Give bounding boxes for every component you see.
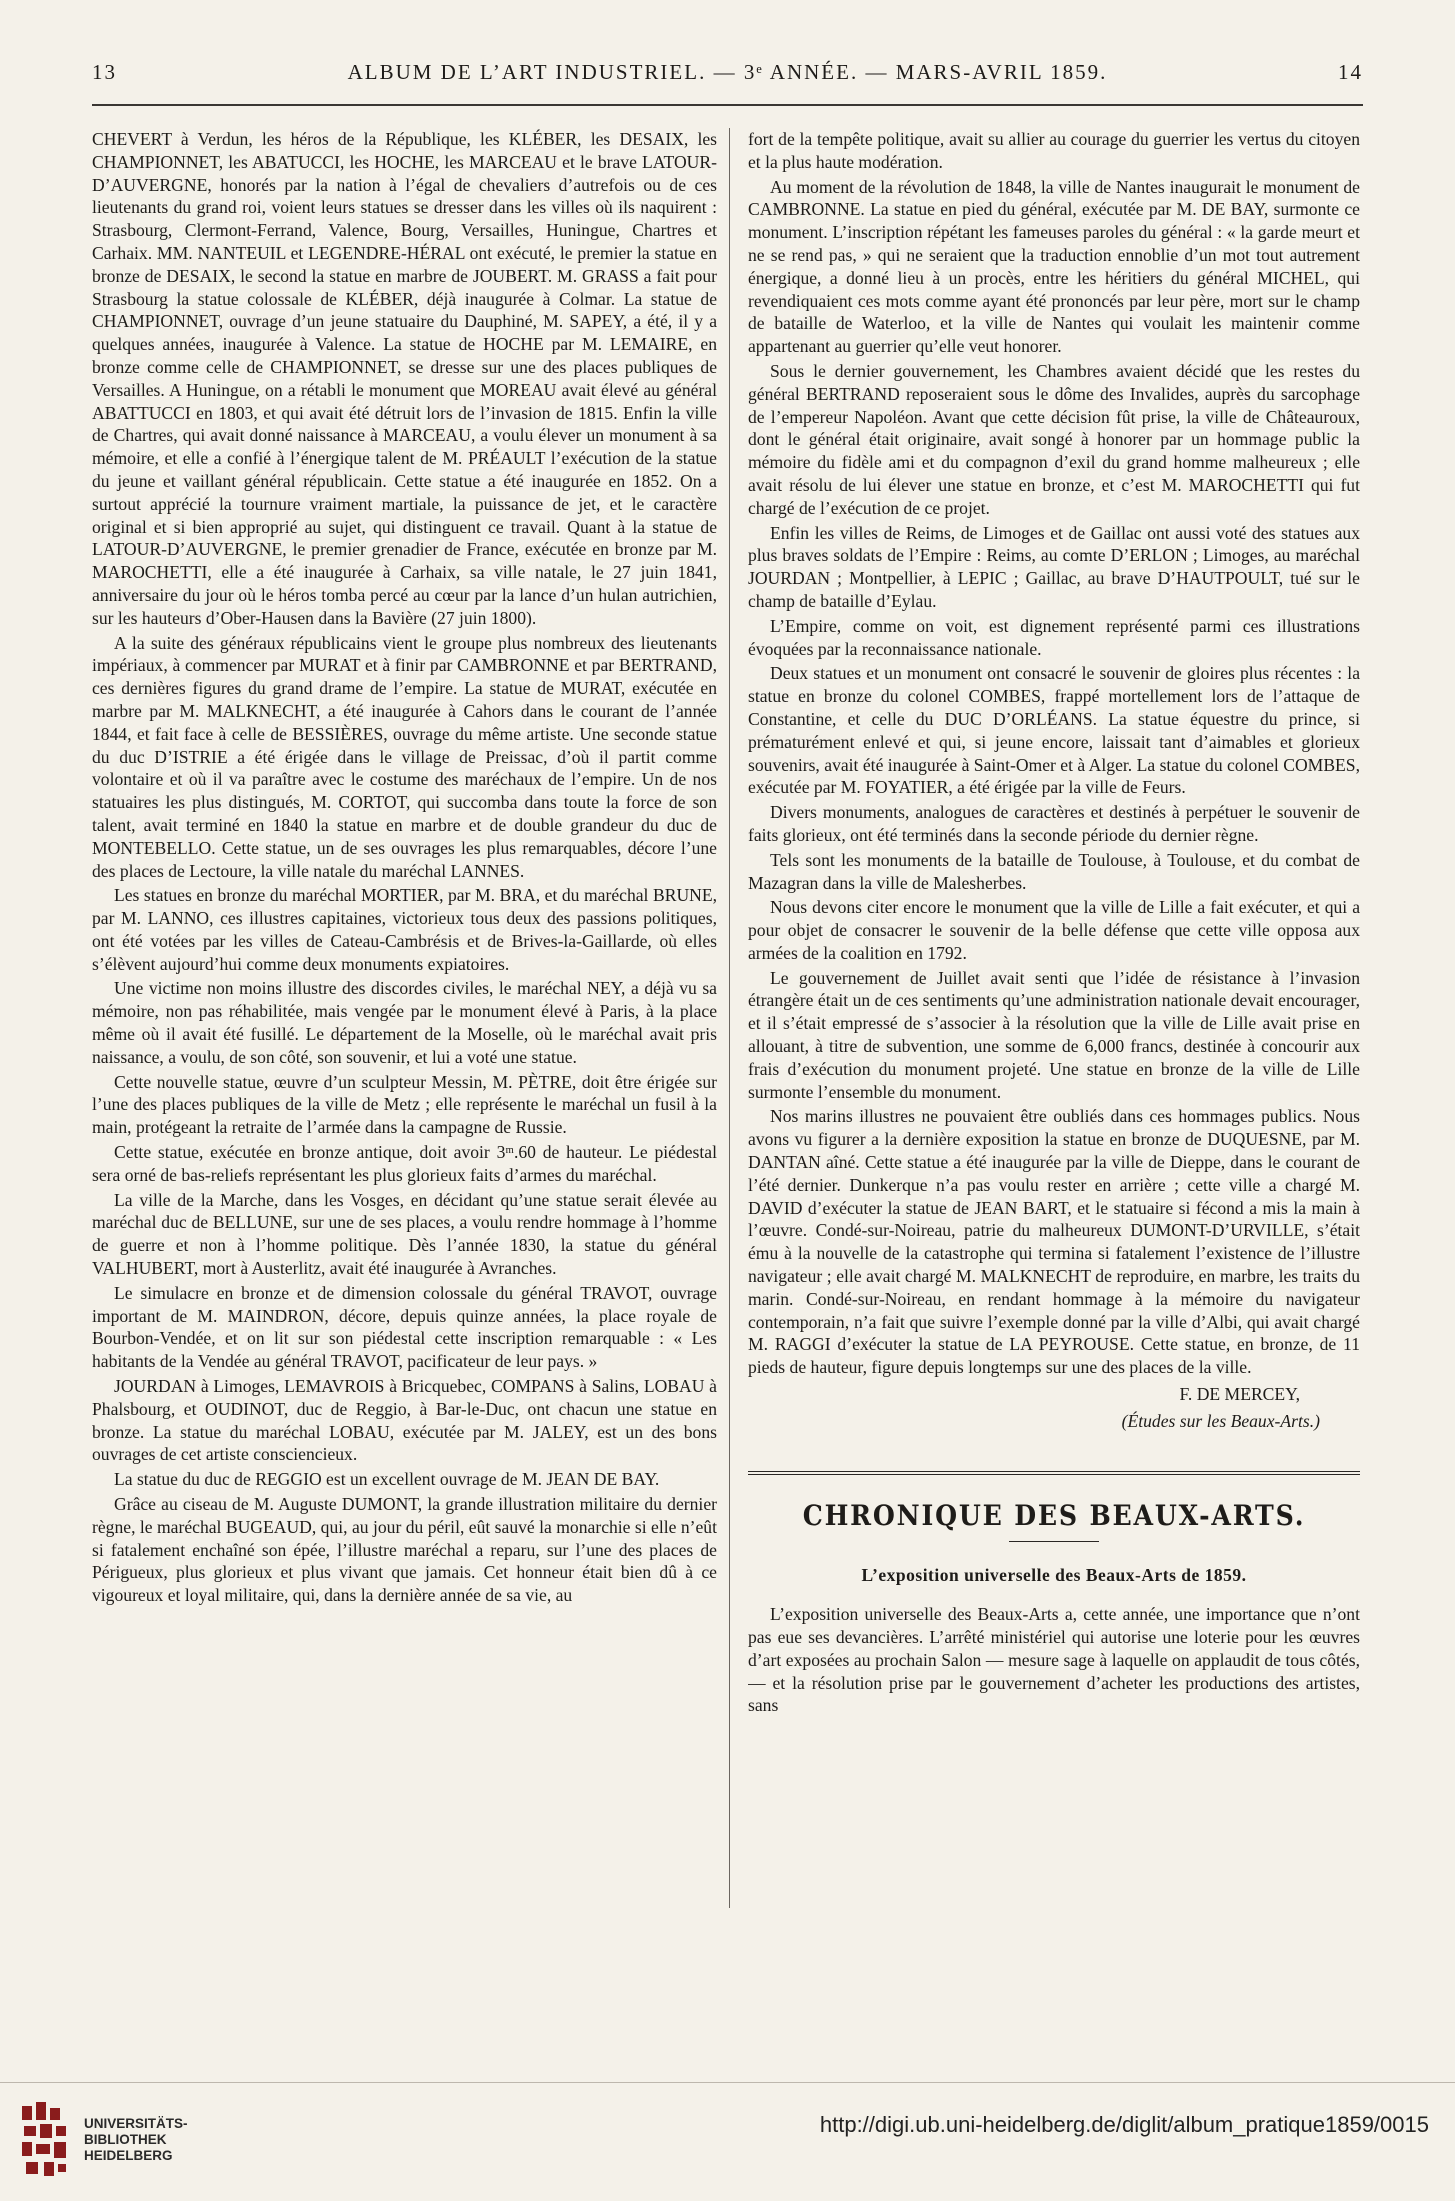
footer-rule [0, 2082, 1455, 2083]
paragraph: Le gouvernement de Juillet avait senti que l’idée de résistance à l’invasion étrangère était un de ces sentiments qu’une administration nationale devait encourager, et il s’était empressé de s’associer à la résolution que la ville de Lille avait prise en allouant, à titre de subvention, une somme de 6,000 francs, destinée à concourir aux frais d’exécution du monument projeté. Une statue en bronze de la ville de Lille surmonte l’ensemble du monument. [748, 967, 1360, 1102]
paragraph: Grâce au ciseau de M. Auguste DUMONT, la grande illustration militaire du dernier règne, le maréchal BUGEAUD, qui, au jour du péril, eût sauvé la monarchie si elle n’eût si fatalement enchaîné son épée, l’illustre maréchal a reparu, sur l’une des places de Périgueux, plus glorieux et plus vivant que jamais. Cet honneur était bien dû à ce vigoureux et loyal militaire, qui, dans la dernière année de sa vie, au [92, 1494, 717, 1606]
column-divider [729, 128, 730, 1908]
paragraph: Enfin les villes de Reims, de Limoges et de Gaillac ont aussi voté des statues aux plus braves soldats de l’Empire : Reims, au comte D’ERLON ; Limoges, au maréchal JOURDAN ; Montpellier, à LEPIC ; Gaillac, au brave D’HAUTPOULT, tué sur le champ de bataille d’Eylau. [748, 522, 1360, 611]
journal-title: ALBUM DE L’ART INDUSTRIEL. — 3ᵉ ANNÉE. — MARS-AVRIL 1859. [347, 59, 1108, 84]
section-title: CHRONIQUE DES BEAUX-ARTS. [802, 1498, 1306, 1532]
title-rule [1009, 1541, 1099, 1542]
page-number-left: 13 [92, 59, 117, 84]
paragraph: A la suite des généraux républicains vient le groupe plus nombreux des lieutenants impériaux, à commencer par MURAT et à finir par CAMBRONNE et par BERTRAND, ces dernières figures du grand drame de l’empire. La statue de MURAT, exécutée en marbre par M. MALKNECHT, a été inaugurée à Cahors dans le courant de l’année 1844, et fait face à celle de BESSIÈRES, ouvrage du même artiste. Une seconde statue du duc D’ISTRIE a été érigée dans le village de Preissac, d’où il partit comme volontaire et où il va paraître avec le costume des maréchaux de l’empire. Un de nos statuaires les plus distingués, M. CORTOT, qui succomba dans toute la force de son talent, avait terminé en 1840 la statue en marbre et de double grandeur du duc de MONTEBELLO. Cette statue, un de ses ouvrages les plus remarquables, décore l’une des places de Lectoure, la ville natale du maréchal LANNES. [92, 632, 717, 881]
paragraph: Cette statue, exécutée en bronze antique, doit avoir 3ᵐ.60 de hauteur. Le piédestal sera orné de bas-reliefs représentant les plus glorieux faits d’armes du maréchal. [92, 1142, 717, 1185]
section-divider [748, 1471, 1360, 1475]
paragraph: Deux statues et un monument ont consacré le souvenir de gloires plus récentes : la statue en bronze du colonel COMBES, frappé mortellement lors de l’attaque de Constantine, et celle du DUC D’ORLÉANS. La statue équestre du prince, si prématurément enlevé et qui, si jeune encore, laissait tant d’aimables et glorieux souvenirs, avait été inaugurée à Saint-Omer et à Alger. La statue du colonel COMBES, exécutée par M. FOYATIER, a été érigée par la ville de Feurs. [748, 663, 1360, 798]
paragraph: Nous devons citer encore le monument que la ville de Lille a fait exécuter, et qui a pour objet de consacrer le souvenir de la belle défense que cette ville opposa aux armées de la coalition en 1792. [748, 897, 1360, 963]
paragraph: Tels sont les monuments de la bataille de Toulouse, à Toulouse, et du combat de Mazagran dans la ville de Malesherbes. [748, 849, 1360, 893]
page-number-right: 14 [1338, 59, 1363, 84]
library-line: BIBLIOTHEK [84, 2132, 167, 2147]
source-url[interactable]: http://digi.ub.uni-heidelberg.de/diglit/album_pratique1859/0015 [819, 2112, 1429, 2137]
paragraph: JOURDAN à Limoges, LEMAVROIS à Bricquebec, COMPANS à Salins, LOBAU à Phalsbourg, et OUDINOT, duc de Reggio, à Bar-le-Duc, ont chacun une statue en bronze. La statue du maréchal LOBAU, exécutée par M. JALEY, est un des bons ouvrages de cet artiste consciencieux. [92, 1376, 717, 1465]
paragraph: Nos marins illustres ne pouvaient être oubliés dans ces hommages publics. Nous avons vu figurer a la dernière exposition la statue en bronze de DUQUESNE, par M. DANTAN aîné. Cette statue a été inaugurée par la ville de Dieppe, dans le courant de l’été dernier. Dunkerque n’a pas voulu rester en arrière ; cette ville a chargé M. DAVID d’exécuter la statue de JEAN BART, et le statuaire si fécond a mis la main à l’œuvre. Condé-sur-Noireau, patrie du malheureux DUMONT-D’URVILLE, s’était ému à la nouvelle de la catastrophe qui termina si fatalement l’existence de l’illustre navigateur ; elle avait chargé M. MALKNECHT de reproduire, en marbre, les traits du marin. Condé-sur-Noireau, en rendant hommage à la mémoire du navigateur contemporain, n’a fait que suivre l’exemple donné par la ville d’Albi, qui avait chargé M. RAGGI d’exécuter la statue de LA PEYROUSE. Cette statue, en bronze, de 11 pieds de hauteur, figure depuis longtemps sur une des places de la ville. [748, 1106, 1360, 1378]
paragraph: Une victime non moins illustre des discordes civiles, le maréchal NEY, a déjà vu sa mémoire, non pas réhabilitée, mais vengée par le monument élevé à Paris, à la place même où il avait été fusillé. Le département de la Moselle, où le maréchal avait pris naissance, a voulu, de son côté, son souvenir, et lui a voté une statue. [92, 978, 717, 1067]
section-subtitle: L’exposition universelle des Beaux-Arts de 1859. [861, 1565, 1247, 1586]
library-line: HEIDELBERG [84, 2148, 173, 2163]
library-name [84, 2116, 188, 2164]
paragraph: L’exposition universelle des Beaux-Arts a, cette année, une importance que n’ont pas eue ses devancières. L’arrêté ministériel qui autorise une loterie pour les œuvres d’art exposées au prochain Salon — mesure sage à laquelle on applaudit de tous côtés, — et la résolution prise par le gouvernement d’acheter les productions des artistes, sans [748, 1604, 1360, 1716]
running-head [92, 52, 1363, 92]
footer [0, 2082, 1455, 2201]
paragraph: Les statues en bronze du maréchal MORTIER, par M. BRA, et du maréchal BRUNE, par M. LANNO, ces illustres capitaines, victorieux tous deux des passions politiques, ont été votées par les villes de Cateau-Cambrésis et de Brives-la-Gaillarde, où elles s’élèvent aujourd’hui comme deux monuments expiatoires. [92, 885, 717, 974]
paragraph: CHEVERT à Verdun, les héros de la République, les KLÉBER, les DESAIX, les CHAMPIONNET, les ABATUCCI, les HOCHE, les MARCEAU et le brave LATOUR-D’AUVERGNE, honorés par la nation à l’égal de chevaliers d’autrefois ou de ces lieutenants du grand roi, voient leurs statues se dresser dans les villes où ils naquirent : Strasbourg, Clermont-Ferrand, Valence, Bourg, Versailles, Huningue, Chartres et Carhaix. MM. NANTEUIL et LEGENDRE-HÉRAL ont exécuté, le premier la statue en bronze de DESAIX, le second la statue en marbre de JOUBERT. M. GRASS a fait pour Strasbourg la statue colossale de KLÉBER, déjà inaugurée à Colmar. La statue de CHAMPIONNET, ouvrage d’un jeune statuaire du Dauphiné, M. SAPEY, a été, il y a quelques années, inaugurée à Valence. La statue de HOCHE par M. LEMAIRE, en bronze comme celle de CHAMPIONNET, se dresse sur une des places publiques de Versailles. A Huningue, on a rétabli le monument que MOREAU avait élevé au général ABATTUCCI en 1803, et qui avait été détruit lors de l’invasion de 1815. Enfin la ville de Chartres, qui avait donné naissance à MARCEAU, a voulu élever un monument à sa mémoire, et elle a confié à l’énergique talent de M. PRÉAULT l’exécution de la statue du jeune et vaillant général républicain. Cette statue a été inaugurée en 1852. On a surtout apprécié la tournure vraiment martiale, la puissance de jet, et le caractère original et si bien approprié au sujet, qui distinguent ce travail. Quant à la statue de LATOUR-D’AUVERGNE, le premier grenadier de France, exécutée en bronze par M. MAROCHETTI, elle a été inaugurée à Carhaix, sa ville natale, le 27 juin 1841, anniversaire du jour où le héros tomba percé au cœur par la lance d’un hulan autrichien, sur les hauteurs d’Ober-Hausen dans la Bavière (27 juin 1800). [92, 129, 717, 628]
right-column [748, 128, 1360, 1913]
paragraph: L’Empire, comme on voit, est dignement représenté parmi ces illustrations évoquées par la reconnaissance nationale. [748, 615, 1360, 659]
paragraph: La ville de la Marche, dans les Vosges, en décidant qu’une statue serait élevée au maréchal duc de BELLUNE, sur une de ses places, a voulu rendre hommage à l’homme de guerre et non à l’homme politique. Dès l’année 1830, la statue du général VALHUBERT, mort à Austerlitz, avait été inaugurée à Avranches. [92, 1189, 717, 1279]
library-line: UNIVERSITÄTS- [84, 2116, 188, 2131]
paragraph: La statue du duc de REGGIO est un excellent ouvrage de M. JEAN DE BAY. [114, 1469, 660, 1490]
author-signature: F. DE MERCEY, [1179, 1384, 1300, 1405]
left-column [92, 128, 717, 1913]
paragraph: Le simulacre en bronze et de dimension colossale du général TRAVOT, ouvrage important de M. MAINDRON, décore, depuis quinze années, la place royale de Bourbon-Vendée, et on lit sur son piédestal cette inscription remarquable : « Les habitants de la Vendée au général TRAVOT, pacificateur de leur pays. » [92, 1282, 717, 1372]
university-seal-icon [18, 2100, 72, 2180]
paragraph: Divers monuments, analogues de caractères et destinés à perpétuer le souvenir de faits glorieux, ont été terminés dans la seconde période du dernier règne. [748, 802, 1360, 845]
paragraph: Au moment de la révolution de 1848, la ville de Nantes inaugurait le monument de CAMBRONNE. La statue en pied du général, exécutée par M. DE BAY, surmonte ce monument. L’inscription répétant les fameuses paroles du général : « la garde meurt et ne se rend pas, » qui ne seraient que la traduction ennoblie d’un mot tout autrement énergique, a donné lieu à un procès, entre les héritiers du général MICHEL, qui revendiquaient ces mots comme ayant été prononcés par leur père, mort sur le champ de bataille de Waterloo, et la ville de Nantes qui voulait les maintenir comme appartenant au guerrier qu’elle veut honorer. [748, 176, 1360, 357]
paragraph: fort de la tempête politique, avait su allier au courage du guerrier les vertus du citoyen et la plus haute modération. [748, 129, 1360, 172]
paragraph: Sous le dernier gouvernement, les Chambres avaient décidé que les restes du général BERTRAND reposeraient sous le dôme des Invalides, auprès du sarcophage de l’empereur Napoléon. Avant que cette décision fût prise, la ville de Châteauroux, dont le général était originaire, avait songé à honorer par un hommage public la mémoire du fidèle ami et du compagnon d’exil du grand homme malheureux ; elle avait résolu de lui élever une statue en bronze, et c’est M. MAROCHETTI qui fut chargé de l’exécution de ce projet. [748, 360, 1360, 518]
header-rule [92, 104, 1363, 106]
paragraph: Cette nouvelle statue, œuvre d’un sculpteur Messin, M. PÈTRE, doit être érigée sur l’une des places publiques de la ville de Metz ; elle représente le maréchal un fusil à la main, protégeant la retraite de l’armée dans la campagne de Russie. [92, 1071, 717, 1138]
source-citation: (Études sur les Beaux-Arts.) [1121, 1410, 1320, 1431]
